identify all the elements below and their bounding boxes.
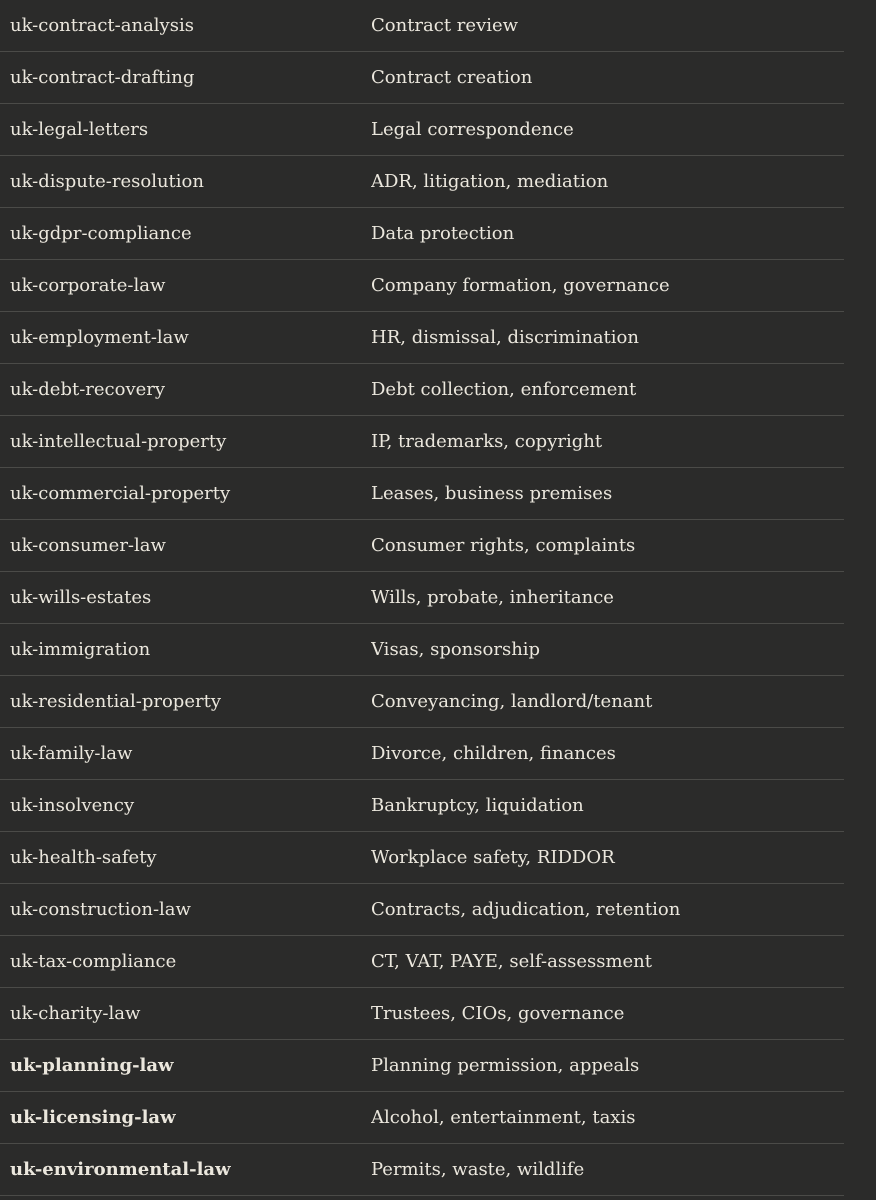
skill-name: uk-intellectual-property bbox=[10, 431, 227, 452]
skill-description: IP, trademarks, copyright bbox=[371, 431, 603, 452]
skill-description: Conveyancing, landlord/tenant bbox=[371, 691, 653, 712]
skill-name: uk-family-law bbox=[10, 743, 133, 764]
skill-description: Workplace safety, RIDDOR bbox=[371, 847, 615, 868]
skill-description: Bankruptcy, liquidation bbox=[371, 795, 584, 816]
table-row bbox=[0, 988, 844, 1040]
skill-name: uk-environmental-law bbox=[10, 1159, 231, 1180]
skill-description: Contract creation bbox=[371, 67, 533, 88]
skill-description: Contracts, adjudication, retention bbox=[371, 899, 681, 920]
table-row bbox=[0, 260, 844, 312]
table-row bbox=[0, 1092, 844, 1144]
skill-description: ADR, litigation, mediation bbox=[371, 171, 609, 192]
skill-name: uk-gdpr-compliance bbox=[10, 223, 192, 244]
table-row bbox=[0, 520, 844, 572]
table-row bbox=[0, 1040, 844, 1092]
table-row bbox=[0, 468, 844, 520]
skill-description: Legal correspondence bbox=[371, 119, 574, 140]
skill-name: uk-debt-recovery bbox=[10, 379, 166, 400]
skill-name: uk-commercial-property bbox=[10, 483, 231, 504]
skill-description: Trustees, CIOs, governance bbox=[371, 1003, 625, 1024]
table-row bbox=[0, 676, 844, 728]
skill-description: Leases, business premises bbox=[371, 483, 613, 504]
skill-description: Planning permission, appeals bbox=[371, 1055, 640, 1076]
skill-name: uk-licensing-law bbox=[10, 1107, 176, 1128]
skill-description: Debt collection, enforcement bbox=[371, 379, 637, 400]
skill-name: uk-corporate-law bbox=[10, 275, 166, 296]
skill-name: uk-dispute-resolution bbox=[10, 171, 204, 192]
table-row bbox=[0, 728, 844, 780]
skill-description: Contract review bbox=[371, 15, 519, 36]
skill-name: uk-charity-law bbox=[10, 1003, 141, 1024]
table-row bbox=[0, 624, 844, 676]
table-row bbox=[0, 52, 844, 104]
table-row bbox=[0, 156, 844, 208]
table-row bbox=[0, 312, 844, 364]
skill-description: CT, VAT, PAYE, self-assessment bbox=[371, 951, 652, 972]
skill-name: uk-legal-letters bbox=[10, 119, 149, 140]
table-row bbox=[0, 884, 844, 936]
skill-name: uk-insolvency bbox=[10, 795, 135, 816]
skill-description: Divorce, children, finances bbox=[371, 743, 616, 764]
skill-name: uk-residential-property bbox=[10, 691, 221, 712]
skill-name: uk-consumer-law bbox=[10, 535, 166, 556]
table-row bbox=[0, 780, 844, 832]
table-row bbox=[0, 104, 844, 156]
table-row bbox=[0, 936, 844, 988]
table-row bbox=[0, 416, 844, 468]
skill-description: Visas, sponsorship bbox=[371, 639, 541, 660]
table-row bbox=[0, 1144, 844, 1196]
skill-name: uk-immigration bbox=[10, 639, 151, 660]
skill-description: HR, dismissal, discrimination bbox=[371, 327, 639, 348]
skill-description: Alcohol, entertainment, taxis bbox=[371, 1107, 636, 1128]
skill-description: Company formation, governance bbox=[371, 275, 670, 296]
skill-name: uk-planning-law bbox=[10, 1055, 174, 1076]
skill-description: Data protection bbox=[371, 223, 515, 244]
table-row bbox=[0, 572, 844, 624]
skill-name: uk-health-safety bbox=[10, 847, 157, 868]
table-row bbox=[0, 364, 844, 416]
skill-description: Permits, waste, wildlife bbox=[371, 1159, 585, 1180]
table-row bbox=[0, 0, 844, 52]
skill-name: uk-wills-estates bbox=[10, 587, 152, 608]
skill-description: Wills, probate, inheritance bbox=[371, 587, 614, 608]
skill-name: uk-tax-compliance bbox=[10, 951, 177, 972]
table-row bbox=[0, 208, 844, 260]
skill-name: uk-contract-drafting bbox=[10, 67, 195, 88]
skill-description: Consumer rights, complaints bbox=[371, 535, 636, 556]
skill-name: uk-employment-law bbox=[10, 327, 189, 348]
table-row bbox=[0, 832, 844, 884]
skill-name: uk-construction-law bbox=[10, 899, 191, 920]
skill-name: uk-contract-analysis bbox=[10, 15, 194, 36]
